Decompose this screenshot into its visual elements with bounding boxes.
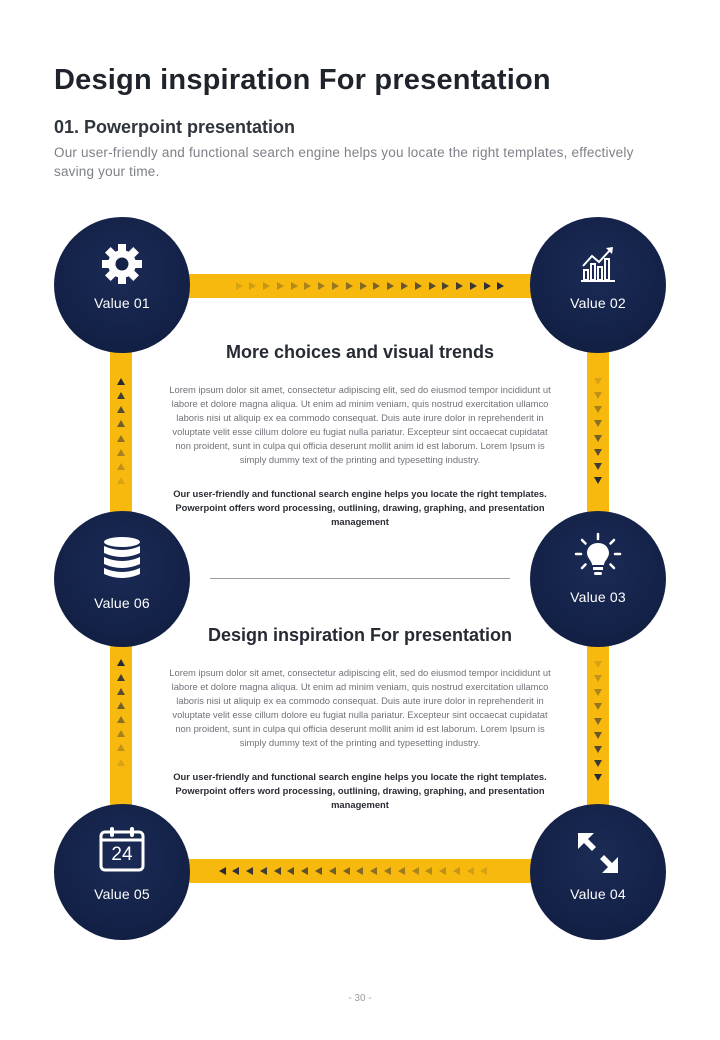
- section-2-body: Lorem ipsum dolor sit amet, consectetur adipiscing elit, sed do eiusmod tempor incididunt ut labore et dolore magna aliqua. Ut enim ad minim veniam, quis nostrud exercitation ullamco laboris nisi ut aliquip ex ea commodo consequat. Duis aute irure dolor in reprehenderit in voluptate velit esse cillum dolore eu fugiat nulla pariatur. Excepteur sint occaecat cupidatat non proident, sunt in culpa qui officia deserunt mollit anim id est laborum. Lorem Ipsum is simply dummy text of the printing and typesetting industry.: [169, 667, 551, 748]
- arrow-r-icon: [401, 282, 408, 290]
- value-02-label: Value 02: [570, 295, 626, 311]
- center-section-2: [160, 625, 560, 812]
- arrow-l-icon: [370, 867, 377, 875]
- arrow-d-icon: [594, 760, 602, 767]
- value-04-circle: [530, 804, 666, 940]
- arrow-u-icon: [117, 674, 125, 681]
- right-arrows: [215, 274, 525, 298]
- value-01-label: Value 01: [94, 295, 150, 311]
- arrow-r-icon: [456, 282, 463, 290]
- arrow-d-icon: [594, 477, 602, 484]
- arrow-u-icon: [117, 435, 125, 442]
- arrow-u-icon: [117, 659, 125, 666]
- arrow-l-icon: [467, 867, 474, 875]
- arrow-u-icon: [117, 449, 125, 456]
- arrow-l-icon: [425, 867, 432, 875]
- arrow-d-icon: [594, 718, 602, 725]
- growth-chart-icon: [530, 239, 666, 289]
- arrow-u-icon: [117, 702, 125, 709]
- section-1-body: Lorem ipsum dolor sit amet, consectetur adipiscing elit, sed do eiusmod tempor incididunt ut labore et dolore magna aliqua. Ut enim ad minim veniam, quis nostrud exercitation ullamco laboris nisi ut aliquip ex ea commodo consequat. Duis aute irure dolor in reprehenderit in voluptate velit esse cillum dolore eu fugiat nulla pariatur. Excepteur sint occaecat cupidatat non proident, sunt in culpa qui officia deserunt mollit anim id est laborum. Lorem Ipsum is simply dummy text of the printing and typesetting industry.: [169, 384, 551, 465]
- arrow-r-icon: [373, 282, 380, 290]
- section-1-heading: More choices and visual trends: [225, 342, 495, 362]
- arrow-u-icon: [117, 406, 125, 413]
- calendar-icon: [54, 824, 190, 874]
- arrow-d-icon: [594, 435, 602, 442]
- arrow-r-icon: [484, 282, 491, 290]
- arrow-d-icon: [594, 689, 602, 696]
- arrow-l-icon: [301, 867, 308, 875]
- center-section-1: [160, 342, 560, 529]
- arrow-l-icon: [232, 867, 239, 875]
- arrow-l-icon: [480, 867, 487, 875]
- section-1-highlight: Our user-friendly and functional search engine helps you locate the right templates. Powerpoint offers word processing, outlining, drawing, graphing, and presentation management: [173, 488, 547, 527]
- arrow-d-icon: [594, 732, 602, 739]
- arrow-u-icon: [117, 759, 125, 766]
- arrow-r-icon: [291, 282, 298, 290]
- arrow-l-icon: [439, 867, 446, 875]
- down-arrows-lower: [587, 652, 609, 790]
- arrow-r-icon: [429, 282, 436, 290]
- arrow-u-icon: [117, 730, 125, 737]
- arrow-u-icon: [117, 688, 125, 695]
- arrow-u-icon: [117, 392, 125, 399]
- value-04-label: Value 04: [570, 886, 626, 902]
- arrow-r-icon: [470, 282, 477, 290]
- arrow-r-icon: [277, 282, 284, 290]
- arrow-r-icon: [249, 282, 256, 290]
- arrow-d-icon: [594, 463, 602, 470]
- value-01-circle: [54, 217, 190, 353]
- arrow-d-icon: [594, 406, 602, 413]
- arrow-d-icon: [594, 392, 602, 399]
- arrow-r-icon: [415, 282, 422, 290]
- arrow-u-icon: [117, 420, 125, 427]
- arrow-l-icon: [287, 867, 294, 875]
- arrow-r-icon: [263, 282, 270, 290]
- section-2-heading: Design inspiration For presentation: [207, 625, 513, 645]
- arrow-l-icon: [412, 867, 419, 875]
- value-03-label: Value 03: [570, 589, 626, 605]
- arrow-d-icon: [594, 703, 602, 710]
- calendar-day: 24: [111, 844, 133, 865]
- lightbulb-icon: [530, 531, 666, 581]
- arrow-r-icon: [318, 282, 325, 290]
- arrow-d-icon: [594, 661, 602, 668]
- arrow-l-icon: [274, 867, 281, 875]
- arrow-d-icon: [594, 746, 602, 753]
- arrow-d-icon: [594, 378, 602, 385]
- gear-icon: [54, 239, 190, 289]
- arrow-u-icon: [117, 716, 125, 723]
- arrow-l-icon: [384, 867, 391, 875]
- arrow-l-icon: [315, 867, 322, 875]
- up-arrows-lower: [110, 650, 132, 775]
- arrow-r-icon: [332, 282, 339, 290]
- arrow-r-icon: [360, 282, 367, 290]
- value-02-circle: [530, 217, 666, 353]
- arrow-r-icon: [304, 282, 311, 290]
- arrow-l-icon: [398, 867, 405, 875]
- arrow-l-icon: [260, 867, 267, 875]
- arrow-u-icon: [117, 463, 125, 470]
- arrow-l-icon: [356, 867, 363, 875]
- down-arrows-upper: [587, 365, 609, 497]
- arrow-l-icon: [329, 867, 336, 875]
- section-subtitle: 01. Powerpoint presentation: [54, 117, 296, 137]
- section-divider: [210, 578, 510, 579]
- value-05-label: Value 05: [94, 886, 150, 902]
- value-06-label: Value 06: [94, 595, 150, 611]
- arrow-l-icon: [343, 867, 350, 875]
- arrow-r-icon: [346, 282, 353, 290]
- section-2-highlight: Our user-friendly and functional search engine helps you locate the right templates. Powerpoint offers word processing, outlining, drawing, graphing, and presentation management: [173, 771, 547, 810]
- arrow-u-icon: [117, 744, 125, 751]
- arrow-d-icon: [594, 449, 602, 456]
- intro-text: Our user-friendly and functional search engine helps you locate the right templates, effectively saving your time.: [54, 145, 634, 179]
- arrow-r-icon: [236, 282, 243, 290]
- arrow-u-icon: [117, 378, 125, 385]
- arrow-u-icon: [117, 477, 125, 484]
- arrow-l-icon: [246, 867, 253, 875]
- database-icon: [54, 533, 190, 583]
- arrow-d-icon: [594, 675, 602, 682]
- page-title: Design inspiration For presentation: [54, 64, 551, 96]
- arrow-d-icon: [594, 774, 602, 781]
- expand-arrows-icon: [530, 828, 666, 878]
- page-number: - 30 -: [348, 993, 372, 1004]
- arrow-l-icon: [219, 867, 226, 875]
- arrow-r-icon: [442, 282, 449, 290]
- arrow-r-icon: [497, 282, 504, 290]
- left-arrows: [198, 859, 508, 883]
- arrow-l-icon: [453, 867, 460, 875]
- arrow-r-icon: [387, 282, 394, 290]
- value-05-circle: [54, 804, 190, 940]
- arrow-d-icon: [594, 420, 602, 427]
- up-arrows-upper: [110, 365, 132, 497]
